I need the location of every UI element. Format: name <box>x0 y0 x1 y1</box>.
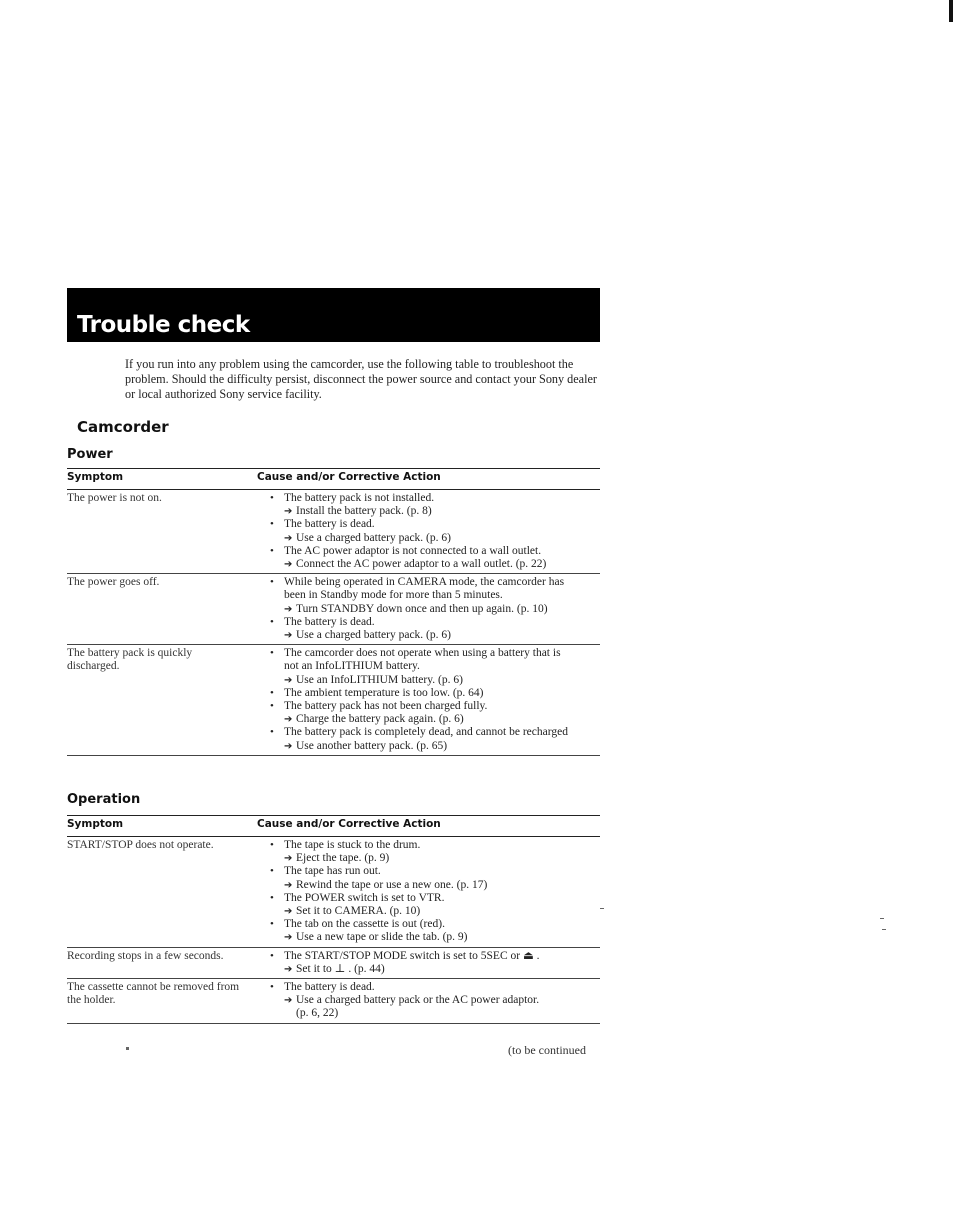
arrow-icon: ➔ <box>284 932 293 944</box>
arrow-icon: ➔ <box>284 963 293 975</box>
action-text: Use a charged battery pack or the AC power adaptor. <box>296 994 540 1007</box>
action-text: Set it to CAMERA. (p. 10) <box>296 905 421 918</box>
cause-cell <box>270 837 600 947</box>
cause-cell <box>270 490 600 573</box>
cause-item: • The battery is dead. <box>270 981 600 994</box>
action-text: Eject the tape. (p. 9) <box>296 852 390 865</box>
scan-speck <box>882 929 886 930</box>
arrow-icon: ➔ <box>284 559 293 571</box>
title-banner <box>67 288 600 342</box>
action-text: Turn STANDBY down once and then up again. (p. 10) <box>296 602 548 615</box>
table-row <box>67 979 600 1024</box>
cause-item: • The AC power adaptor is not connected to a wall outlet. <box>270 545 600 558</box>
arrow-icon: ➔ <box>284 995 293 1007</box>
corrective-action <box>270 879 600 892</box>
action-text: Use a charged battery pack. (p. 6) <box>296 531 451 544</box>
intro-text: If you run into any problem using the camcorder, use the following table to troubleshoot the problem. Should the difficulty persist, disconnect the power source and contact your Sony dealer or local authorized Sony service facility. <box>125 357 597 402</box>
cause-item: • The camcorder does not operate when using a battery that is <box>270 647 600 660</box>
arrow-icon: ➔ <box>284 879 293 891</box>
cause-item: • The battery pack has not been charged fully. <box>270 700 600 713</box>
action-text: Rewind the tape or use a new one. (p. 17) <box>296 878 488 891</box>
cause-item: • The battery is dead. <box>270 518 600 531</box>
symptom-cell: The battery pack is quickly discharged. <box>67 647 193 673</box>
action-text: Use a charged battery pack. (p. 6) <box>296 629 451 642</box>
operation-rows <box>67 837 600 1024</box>
section-heading: Camcorder <box>77 418 169 436</box>
cause-cell <box>270 948 600 978</box>
cause-column-header: Cause and/or Corrective Action <box>257 818 441 830</box>
arrow-icon: ➔ <box>284 603 293 615</box>
cause-item: • The battery pack is not installed. <box>270 492 600 505</box>
arrow-icon: ➔ <box>284 674 293 686</box>
action-text: Connect the AC power adaptor to a wall outlet. (p. 22) <box>296 558 547 571</box>
corrective-action <box>270 558 600 571</box>
arrow-icon: ➔ <box>284 532 293 544</box>
cause-cell <box>270 574 600 644</box>
operation-heading: Operation <box>67 792 141 807</box>
corrective-action <box>270 963 600 976</box>
corrective-action <box>270 532 600 545</box>
corrective-action <box>270 674 600 687</box>
action-text: Use another battery pack. (p. 65) <box>296 739 448 752</box>
symptom-cell: START/STOP does not operate. <box>67 839 214 851</box>
cause-item: • The tab on the cassette is out (red). <box>270 918 600 931</box>
cause-item: • The POWER switch is set to VTR. <box>270 892 600 905</box>
table-row <box>67 645 600 756</box>
arrow-icon: ➔ <box>284 714 293 726</box>
arrow-icon: ➔ <box>284 630 293 642</box>
cause-item: • The battery pack is completely dead, and cannot be recharged <box>270 726 600 739</box>
action-text: Set it to ⊥ . (p. 44) <box>296 962 385 975</box>
action-text: Use a new tape or slide the tab. (p. 9) <box>296 931 468 944</box>
scan-speck <box>880 918 884 919</box>
cause-item: • The ambient temperature is too low. (p. 64) <box>270 687 600 700</box>
power-heading: Power <box>67 447 113 462</box>
symptom-cell: The cassette cannot be removed from the holder. <box>67 981 240 1007</box>
symptom-cell: Recording stops in a few seconds. <box>67 949 224 962</box>
action-text: Install the battery pack. (p. 8) <box>296 505 432 518</box>
action-text: Use an InfoLITHIUM battery. (p. 6) <box>296 673 463 686</box>
table-row <box>67 574 600 645</box>
cause-continuation: been in Standby mode for more than 5 minutes. <box>284 589 503 602</box>
corrective-action <box>270 505 600 518</box>
cause-item: • The tape has run out. <box>270 865 600 878</box>
cause-continuation: not an InfoLITHIUM battery. <box>284 660 420 673</box>
corrective-action <box>270 740 600 753</box>
cause-item: • The battery is dead. <box>270 616 600 629</box>
cause-item: • The tape is stuck to the drum. <box>270 839 600 852</box>
table-row <box>67 837 600 948</box>
intro-paragraph <box>125 357 605 403</box>
table-row <box>67 948 600 979</box>
corrective-action <box>270 994 600 1007</box>
power-table <box>67 468 600 756</box>
page-title: Trouble check <box>77 312 250 338</box>
corrective-action <box>270 931 600 944</box>
arrow-icon: ➔ <box>284 740 293 752</box>
corrective-action <box>270 713 600 726</box>
page-edge-mark <box>949 0 953 22</box>
symptom-cell: The power is not on. <box>67 492 162 504</box>
scan-speck <box>600 908 604 909</box>
arrow-icon: ➔ <box>284 853 293 865</box>
cause-cell <box>270 979 600 1023</box>
operation-table-header <box>67 815 600 837</box>
power-table-header <box>67 468 600 490</box>
cause-item: • While being operated in CAMERA mode, the camcorder has <box>270 576 600 589</box>
cause-item: • The START/STOP MODE switch is set to 5SEC or ⏏ . <box>270 950 600 963</box>
corrective-action <box>270 852 600 865</box>
cause-column-header: Cause and/or Corrective Action <box>257 471 441 483</box>
operation-table <box>67 815 600 1024</box>
corrective-action <box>270 905 600 918</box>
power-rows <box>67 490 600 756</box>
symptom-cell: The power goes off. <box>67 576 160 589</box>
cause-continuation: (p. 6, 22) <box>296 1007 339 1020</box>
continued-note: (to be continued <box>508 1043 586 1057</box>
corrective-action <box>270 629 600 642</box>
action-text: Charge the battery pack again. (p. 6) <box>296 713 464 726</box>
arrow-icon: ➔ <box>284 906 293 918</box>
arrow-icon: ➔ <box>284 506 293 518</box>
symptom-column-header: Symptom <box>67 471 124 483</box>
corrective-action <box>270 603 600 616</box>
cause-cell <box>270 645 600 755</box>
table-row <box>67 490 600 574</box>
symptom-column-header: Symptom <box>67 818 124 830</box>
scan-speck <box>126 1047 129 1050</box>
